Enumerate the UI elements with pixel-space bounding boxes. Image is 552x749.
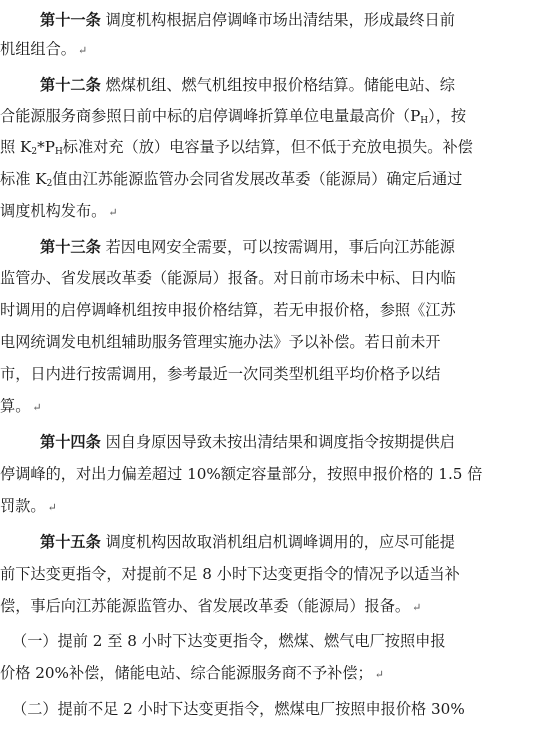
article-12-text-4b: 值由江苏能源监管办会同省发展改革委（能源局）确定后通过 [52, 170, 463, 188]
paragraph-mark: ↵ [32, 401, 42, 414]
subscript: 2 [31, 147, 38, 157]
item-1-text-1: （一）提前 2 至 8 小时下达变更指令，燃煤、燃气电厂按照申报 [12, 632, 446, 650]
article-14-line-2 [0, 457, 552, 491]
article-12-text-3b: *P [37, 138, 55, 156]
article-11-text-1: 调度机构根据启停调峰市场出清结果，形成最终日前 [105, 11, 455, 29]
paragraph-mark: ↵ [47, 501, 57, 514]
article-12-text-2b: ），按 [428, 107, 467, 125]
article-12-text-3a: 照 K [0, 138, 32, 156]
paragraph-mark: ↵ [108, 206, 118, 219]
item-2-line-1 [0, 692, 552, 726]
article-15-line-3 [0, 589, 552, 623]
article-15-text-2: 前下达变更指令，对提前不足 8 小时下达变更指令的情况予以适当补 [0, 565, 460, 583]
article-14-line-1 [0, 425, 552, 459]
article-14-heading: 第十四条 [40, 433, 101, 451]
article-11-heading: 第十一条 [40, 11, 101, 29]
article-12-text-2a: 合能源服务商参照日前中标的启停调峰折算单位电量最高价（P [0, 107, 421, 125]
article-12-text-1: 燃煤机组、燃气机组按申报价格结算。储能电站、综 [105, 76, 455, 94]
article-12-line-2 [0, 99, 552, 133]
article-13-line-1 [0, 230, 552, 264]
article-13-text-4: 电网统调发电机组辅助服务管理实施办法》予以补偿。若日前未开 [0, 333, 441, 351]
article-14-text-3: 罚款。 [0, 497, 46, 515]
article-12-line-1 [0, 68, 552, 102]
article-13-text-5: 市，日内进行按需调用，参考最近一次同类型机组平均价格予以结 [0, 365, 441, 383]
article-12-line-4 [0, 162, 552, 196]
article-12-text-5: 调度机构发布。 [0, 202, 107, 220]
subscript: H [54, 147, 63, 157]
article-13-text-6: 算。 [0, 397, 31, 415]
article-15-heading: 第十五条 [40, 533, 101, 551]
article-12-line-3 [0, 130, 552, 164]
article-12-text-4a: 标准 K [0, 170, 47, 188]
article-13-line-5 [0, 357, 552, 391]
paragraph-mark: ↵ [77, 44, 88, 57]
article-14-text-2: 停调峰的，对出力偏差超过 10%额定容量部分，按照申报价格的 1.5 倍 [0, 465, 483, 483]
article-13-text-3: 时调用的启停调峰机组按申报价格结算，若无申报价格，参照《江苏 [0, 301, 456, 319]
article-15-line-1 [0, 525, 552, 559]
article-12-text-3c: 标准对充（放）电容量予以结算，但不低于充放电损失。补偿 [62, 138, 473, 156]
article-13-line-4 [0, 325, 552, 359]
article-13-line-2 [0, 261, 552, 295]
article-14-line-3 [0, 489, 552, 523]
article-14-text-1: 因自身原因导致未按出清结果和调度指令按期提供启 [105, 433, 455, 451]
subscript: H [420, 116, 429, 126]
article-13-text-2: 监管办、省发展改革委（能源局）报备。对日前市场未中标、日内临 [0, 269, 456, 287]
article-15-text-3: 偿，事后向江苏能源监管办、省发展改革委（能源局）报备。 [0, 597, 411, 615]
article-15-line-2 [0, 557, 552, 591]
item-1-text-2: 价格 20%补偿，储能电站、综合能源服务商不予补偿； [0, 664, 373, 682]
article-13-line-3 [0, 293, 552, 327]
article-12-heading: 第十二条 [40, 76, 101, 94]
article-11-text-2: 机组组合。 [0, 40, 76, 58]
article-13-heading: 第十三条 [40, 238, 101, 256]
item-1-line-1 [0, 624, 552, 658]
article-12-line-5 [0, 194, 552, 228]
article-11-line-2 [0, 32, 552, 66]
subscript: 2 [46, 179, 53, 189]
paragraph-mark: ↵ [412, 601, 422, 614]
article-13-line-6 [0, 389, 552, 423]
paragraph-mark: ↵ [374, 668, 384, 681]
item-2-text-1: （二）提前不足 2 小时下达变更指令，燃煤电厂按照申报价格 30% [12, 700, 465, 718]
item-1-line-2 [0, 656, 552, 690]
article-15-text-1: 调度机构因故取消机组启机调峰调用的，应尽可能提 [105, 533, 455, 551]
article-13-text-1: 若因电网安全需要，可以按需调用，事后向江苏能源 [105, 238, 455, 256]
